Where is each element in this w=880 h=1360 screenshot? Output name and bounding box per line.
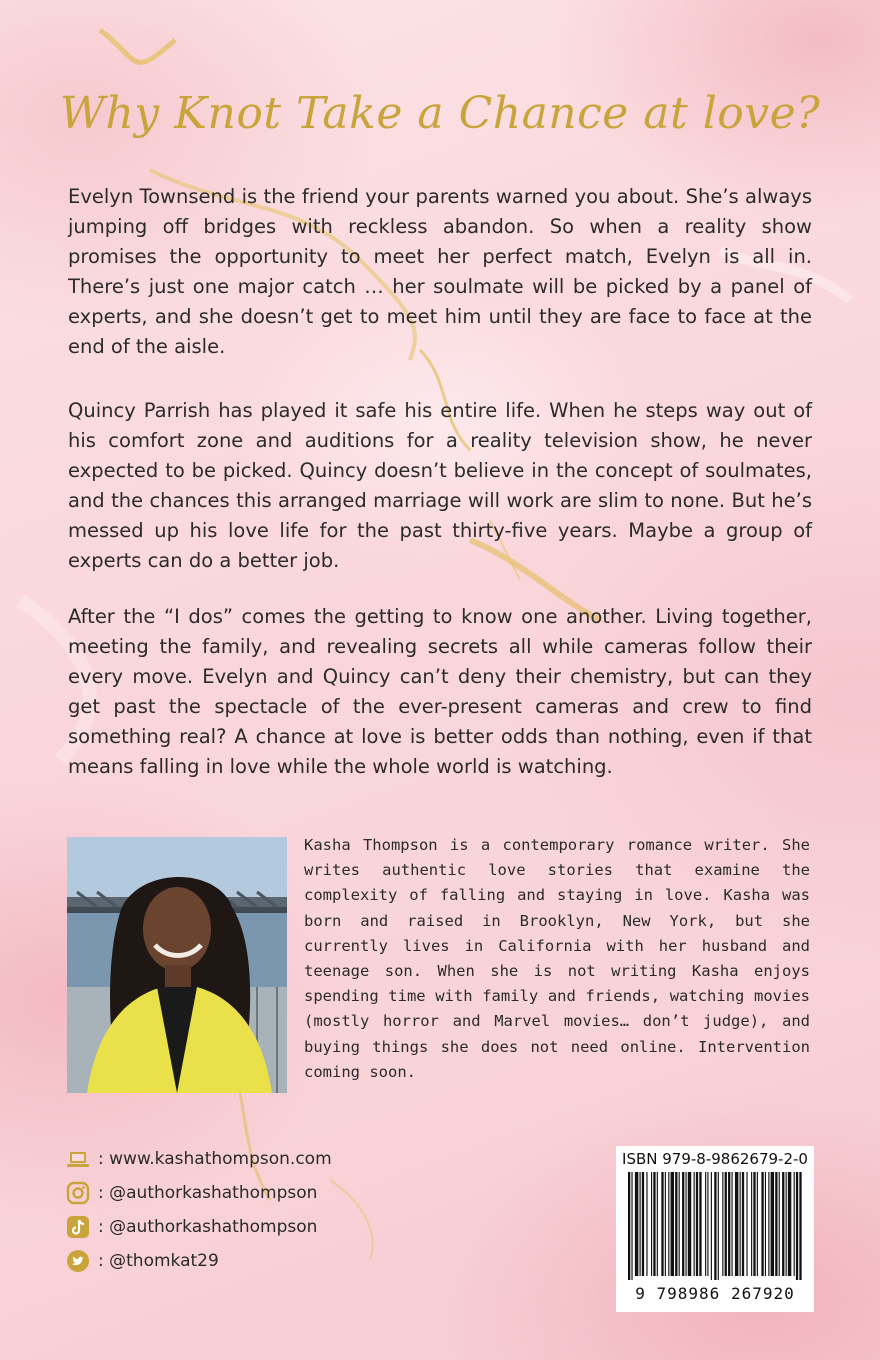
barcode-bar [651,1172,652,1276]
twitter-icon [66,1249,90,1273]
barcode-bar [688,1172,691,1276]
barcode-bar [675,1172,677,1276]
contact-website[interactable] [66,1142,332,1176]
barcode-bar [657,1172,658,1276]
barcode-bar [665,1172,666,1276]
barcode-bar [742,1172,744,1276]
barcode-bar [746,1172,747,1276]
barcode-bar [765,1172,766,1276]
barcode-bar [768,1172,769,1276]
barcode-bar [671,1172,674,1276]
barcode-bar [635,1172,638,1276]
barcode-bar [714,1172,716,1280]
barcode-bar [694,1172,695,1276]
book-tagline-title: Why Knot Take a Chance at love? [59,88,821,139]
barcode-bar [757,1172,758,1276]
author-portrait-illustration [67,837,287,1093]
barcode-bar [779,1172,780,1276]
barcode-bar [722,1172,723,1276]
author-contacts [66,1142,332,1278]
barcode-bar [751,1172,752,1276]
barcode-bar [786,1172,787,1276]
blurb-paragraph-1: Evelyn Townsend is the friend your parents warned you about. She’s always jumping off bridges with reckless abandon. So when a reality show promises the opportunity to meet her perfect match, Evelyn is all in. There’s just one major catch … her soulmate will be picked by a panel of experts, and she doesn’t get to meet him until they are face to face at the end of the aisle. [68,185,812,358]
barcode-bar [725,1172,727,1276]
isbn-label: ISBN 979-8-9862679-2-0 [622,1150,808,1168]
barcode-bar [718,1172,719,1280]
barcode-bar [794,1172,795,1276]
barcode-bar [668,1172,669,1276]
barcode-bar [711,1172,712,1280]
barcode-bar [631,1172,632,1280]
barcode-bar [646,1172,647,1276]
contact-twitter-text: : @thomkat29 [98,1251,219,1271]
tiktok-icon [66,1215,90,1239]
barcode-bar [775,1172,777,1276]
barcode-bar [661,1172,663,1276]
barcode-bars [626,1172,804,1280]
barcode-bar [732,1172,733,1276]
contact-instagram-text: : @authorkashathompson [98,1183,318,1203]
barcode-bar [788,1172,791,1276]
barcode-bar [682,1172,684,1276]
barcode-bar [686,1172,687,1276]
barcode-bar [679,1172,680,1276]
barcode-bar [735,1172,738,1276]
barcode-bar [761,1172,763,1276]
barcode-bar [705,1172,706,1276]
barcode-bar [753,1172,755,1276]
barcode-bar [642,1172,644,1276]
barcode-bar [799,1172,801,1280]
contact-tiktok[interactable] [66,1210,332,1244]
barcode-bar [653,1172,655,1276]
barcode-number: 9 798986 267920 [635,1284,795,1303]
barcode-bar [628,1172,630,1280]
barcode-bar [707,1172,708,1276]
barcode-bar [740,1172,741,1276]
barcode-bar [640,1172,641,1276]
contact-instagram[interactable] [66,1176,332,1210]
blurb-paragraph-3: After the “I dos” comes the getting to know one another. Living together, meeting the family, and revealing secrets all while cameras follow their every move. Evelyn and Quincy can’t deny their chemistry, but can they get past the spectacle of the ever-present cameras and crew to find something real? A chance at love is better odds than nothing, even if that means falling in love while the whole world is watching. [68,605,812,778]
barcode-bar [771,1172,774,1276]
barcode-bar [699,1172,701,1276]
isbn-barcode-block [616,1146,814,1312]
instagram-icon [66,1181,90,1205]
author-bio: Kasha Thompson is a contemporary romance writer. She writes authentic love stories that examine the complexity of falling and staying in love. Kasha was born and raised in Brooklyn, New York, but she currently lives in California with her husband and teenage son. When she is not writing Kasha enjoys spending time with family and friends, watching movies (mostly horror and Marvel movies… don’t judge), and buying things she does not need online. Intervention coming soon. [304,836,810,1081]
blurb-paragraph-2: Quincy Parrish has played it safe his entire life. When he steps way out of his comfort zone and auditions for a reality television show, he never expected to be picked. Quincy doesn’t believe in the concept of soulmates, and the chances this arranged marriage will work are slim to none. But he’s messed up his love life for the past thirty-five years. Maybe a group of experts can do a better job. [68,399,812,572]
contact-tiktok-text: : @authorkashathompson [98,1217,318,1237]
barcode-bar [782,1172,784,1276]
barcode-bar [728,1172,730,1276]
author-photo [67,837,287,1093]
contact-twitter[interactable] [66,1244,332,1278]
barcode-bar [796,1172,798,1280]
laptop-icon [66,1147,90,1171]
contact-website-text: : www.kashathompson.com [98,1149,332,1169]
barcode-bar [696,1172,698,1276]
